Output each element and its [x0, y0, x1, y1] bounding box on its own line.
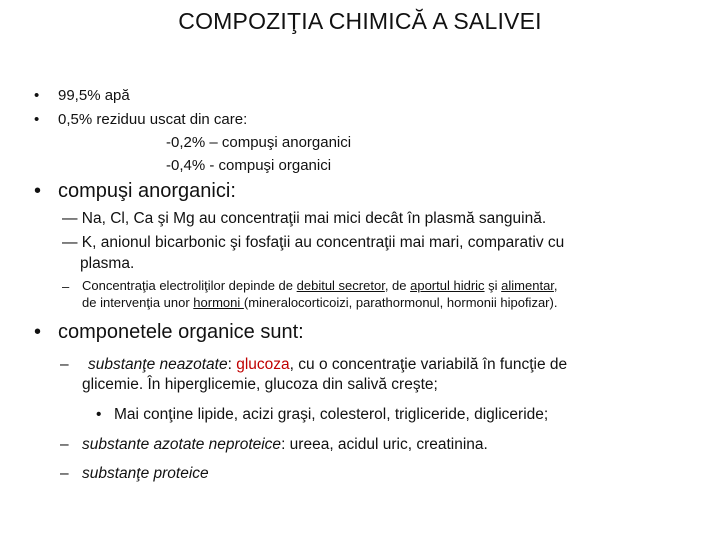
anorganic-line-2-cont: plasma.	[80, 255, 135, 272]
hormoni-link: hormoni	[193, 295, 244, 310]
bullet-icon: •	[34, 111, 40, 128]
organic-item-3	[82, 465, 209, 483]
intro-sub-organic: -0,4% - compuşi organici	[166, 157, 332, 174]
debit-secretor-link: debitul secretor	[296, 278, 385, 293]
anorganic-line-1: — Na, Cl, Ca şi Mg au concentraţii mai mici decât în plasmă sanguină.	[62, 210, 547, 227]
bullet-icon: •	[34, 87, 40, 104]
intro-item-residue	[34, 111, 247, 128]
anorganic-note-line-1: Concentraţia electroliţilor depinde de debitul secretor, de aportul hidric şi alimentar,	[82, 278, 558, 293]
proteice-label: substanţe proteice	[82, 465, 209, 482]
organic-heading	[34, 321, 304, 344]
organic-heading-label: componetele organice sunt:	[58, 321, 304, 343]
organic-item-1: substanţe neazotate: glucoza, cu o concentraţie variabilă în funcţie de	[88, 356, 568, 373]
slide-title: COMPOZIŢIA CHIMICĂ A SALIVEI	[178, 8, 542, 34]
intro-item-label: 99,5% apă	[58, 87, 130, 104]
organic-subitem	[96, 406, 548, 424]
organic-item-1-marker: –	[60, 356, 69, 373]
anorganic-heading	[34, 180, 236, 203]
bullet-icon: •	[34, 321, 42, 343]
alimentar-link: alimentar	[501, 278, 554, 293]
organic-subitem-label: Mai conţine lipide, acizi graşi, colesterol, trigliceride, digliceride;	[114, 406, 549, 423]
organic-item-2-marker: –	[60, 436, 69, 453]
organic-item-1-cont: glicemie. În hiperglicemie, glucoza din salivă creşte;	[82, 376, 438, 393]
aport-hidric-link: aportul hidric	[410, 278, 485, 293]
anorganic-note-line-2: de intervenţia unor hormoni (mineralocorticoizi, parathormonul, hormonii hipofizar).	[82, 295, 558, 310]
anorganic-heading-label: compuşi anorganici:	[58, 180, 236, 202]
glucoza-highlight: glucoza	[236, 356, 290, 373]
anorganic-line-2: — K, anionul bicarbonic şi fosfaţii au concentraţii mai mari, comparativ cu	[62, 234, 565, 251]
intro-item-water	[34, 87, 130, 104]
bullet-icon: •	[96, 406, 102, 423]
bullet-icon: •	[34, 180, 42, 202]
azotate-label: substante azotate neproteice	[82, 436, 282, 453]
intro-item-label: 0,5% reziduu uscat din care:	[58, 111, 248, 128]
neazotate-label: substanţe neazotate	[88, 356, 228, 373]
organic-item-3-marker: –	[60, 465, 69, 482]
intro-sub-anorganic: -0,2% – compuşi anorganici	[166, 134, 352, 151]
organic-item-2: substante azotate neproteice: ureea, acidul uric, creatinina.	[82, 436, 488, 453]
anorganic-note-marker: –	[62, 279, 70, 294]
